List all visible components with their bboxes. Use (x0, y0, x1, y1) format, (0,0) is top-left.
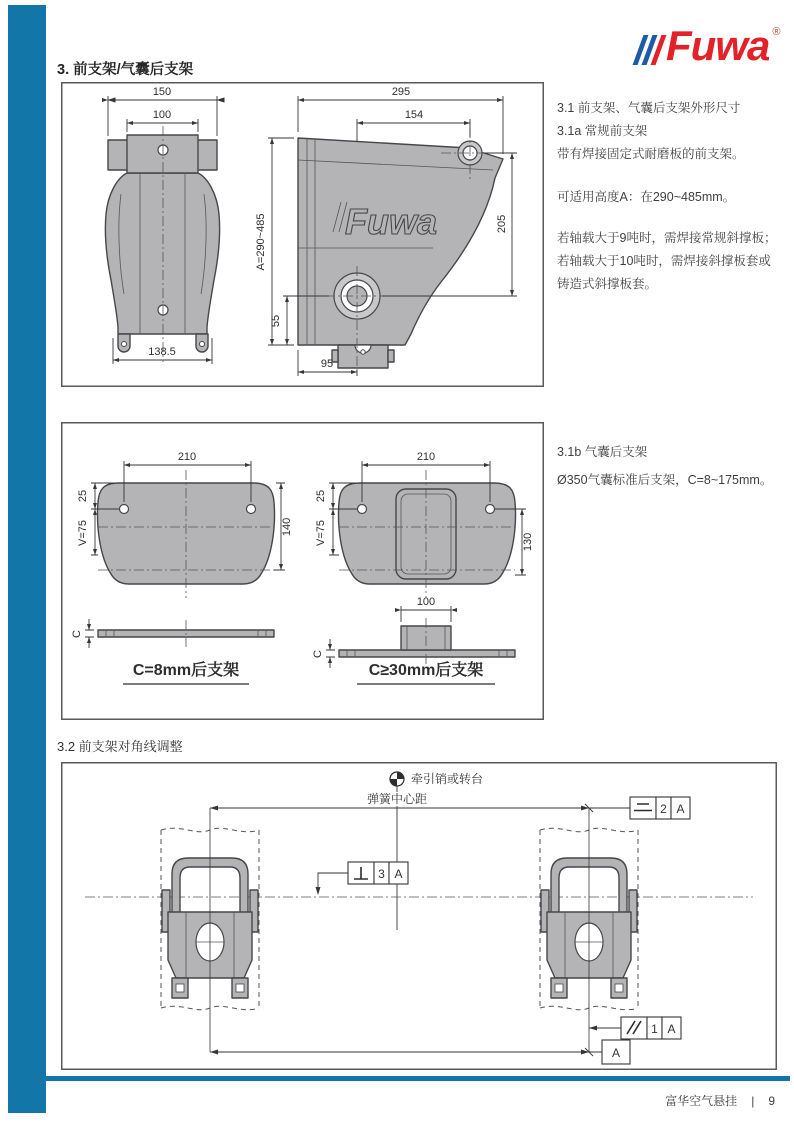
sec31-line4: 若轴载大于10吨时，需焊接斜撑板套或 (557, 254, 771, 268)
logo-wordmark: Fuwa (666, 22, 770, 69)
dim-55: 55 (270, 314, 282, 328)
svg-text:1: 1 (651, 1022, 658, 1036)
dim-boss-100: 100 (416, 596, 436, 608)
svg-text:A: A (667, 1022, 676, 1036)
dim-210b: 210 (416, 451, 436, 463)
svg-text:A: A (676, 802, 685, 816)
dim-25b: 25 (315, 489, 327, 503)
sec32-heading: 3.2 前支架对角线调整 (57, 739, 183, 754)
dim-154: 154 (404, 109, 424, 121)
dim-140: 140 (281, 517, 293, 537)
dim-138.5: 138.5 (148, 346, 176, 358)
footer-product: 富华空气悬挂 (665, 1094, 738, 1108)
logo-stripes-icon (638, 35, 661, 65)
sec31-line5: 铸造式斜撑板套。 (557, 277, 658, 291)
fuwa-logo (638, 22, 781, 69)
embossed-fuwa: Fuwa (345, 201, 438, 242)
svg-text:3: 3 (378, 867, 385, 881)
spring-center-label: 弹簧中心距 (366, 792, 428, 806)
front-bracket-drawing (61, 82, 544, 387)
cg-label: 牵引销或转台 (411, 772, 484, 786)
dim-95: 95 (320, 358, 334, 370)
dim-V75b: V=75 (315, 520, 327, 546)
left-accent-bar (8, 5, 46, 1113)
rear-bracket-drawing (61, 422, 544, 720)
sec31a-heading: 3.1a 常规前支架 (557, 124, 648, 138)
dim-Cb: C (312, 650, 324, 658)
flat-label: C=8mm后支架 (132, 662, 240, 679)
sec31-heading: 3.1 前支架、气囊后支架外形尺寸 (557, 101, 741, 115)
dim-205: 205 (496, 214, 508, 234)
footer (665, 1092, 775, 1109)
svg-text:A: A (611, 1046, 621, 1060)
footer-accent-bar (42, 1076, 790, 1081)
svg-text:2: 2 (660, 802, 667, 816)
fcf-symmetry (630, 797, 690, 819)
sec31-line2: 可适用高度A：在290~485mm。 (557, 190, 736, 204)
dim-25: 25 (77, 489, 89, 503)
dim-210: 210 (177, 451, 197, 463)
footer-separator: | (751, 1093, 755, 1108)
dim-V75: V=75 (77, 520, 89, 546)
alignment-diagram (61, 762, 777, 1070)
registered-mark: ® (772, 26, 781, 38)
sec31b-line1: Ø350气囊标准后支架，C=8~175mm。 (557, 473, 773, 487)
center-of-gravity-icon (390, 772, 404, 786)
dim-130: 130 (522, 532, 534, 552)
sec31b-heading: 3.1b 气囊后支架 (557, 445, 648, 459)
dim-295: 295 (391, 86, 411, 98)
sec31-line1: 带有焊接固定式耐磨板的前支架。 (557, 147, 745, 161)
page-title: 3. 前支架/气囊后支架 (57, 62, 194, 78)
datum-a-box (602, 1040, 630, 1064)
sec31-line3: 若轴载大于9吨时，需焊接常规斜撑板； (557, 231, 777, 245)
dim-150: 150 (152, 86, 172, 98)
dim-100: 100 (152, 109, 172, 121)
boss-label: C≥30mm后支架 (368, 662, 484, 679)
footer-page-number: 9 (768, 1093, 775, 1108)
dim-C: C (71, 630, 83, 638)
dim-A-range: A=290~485 (255, 213, 267, 271)
svg-text:A: A (394, 867, 403, 881)
